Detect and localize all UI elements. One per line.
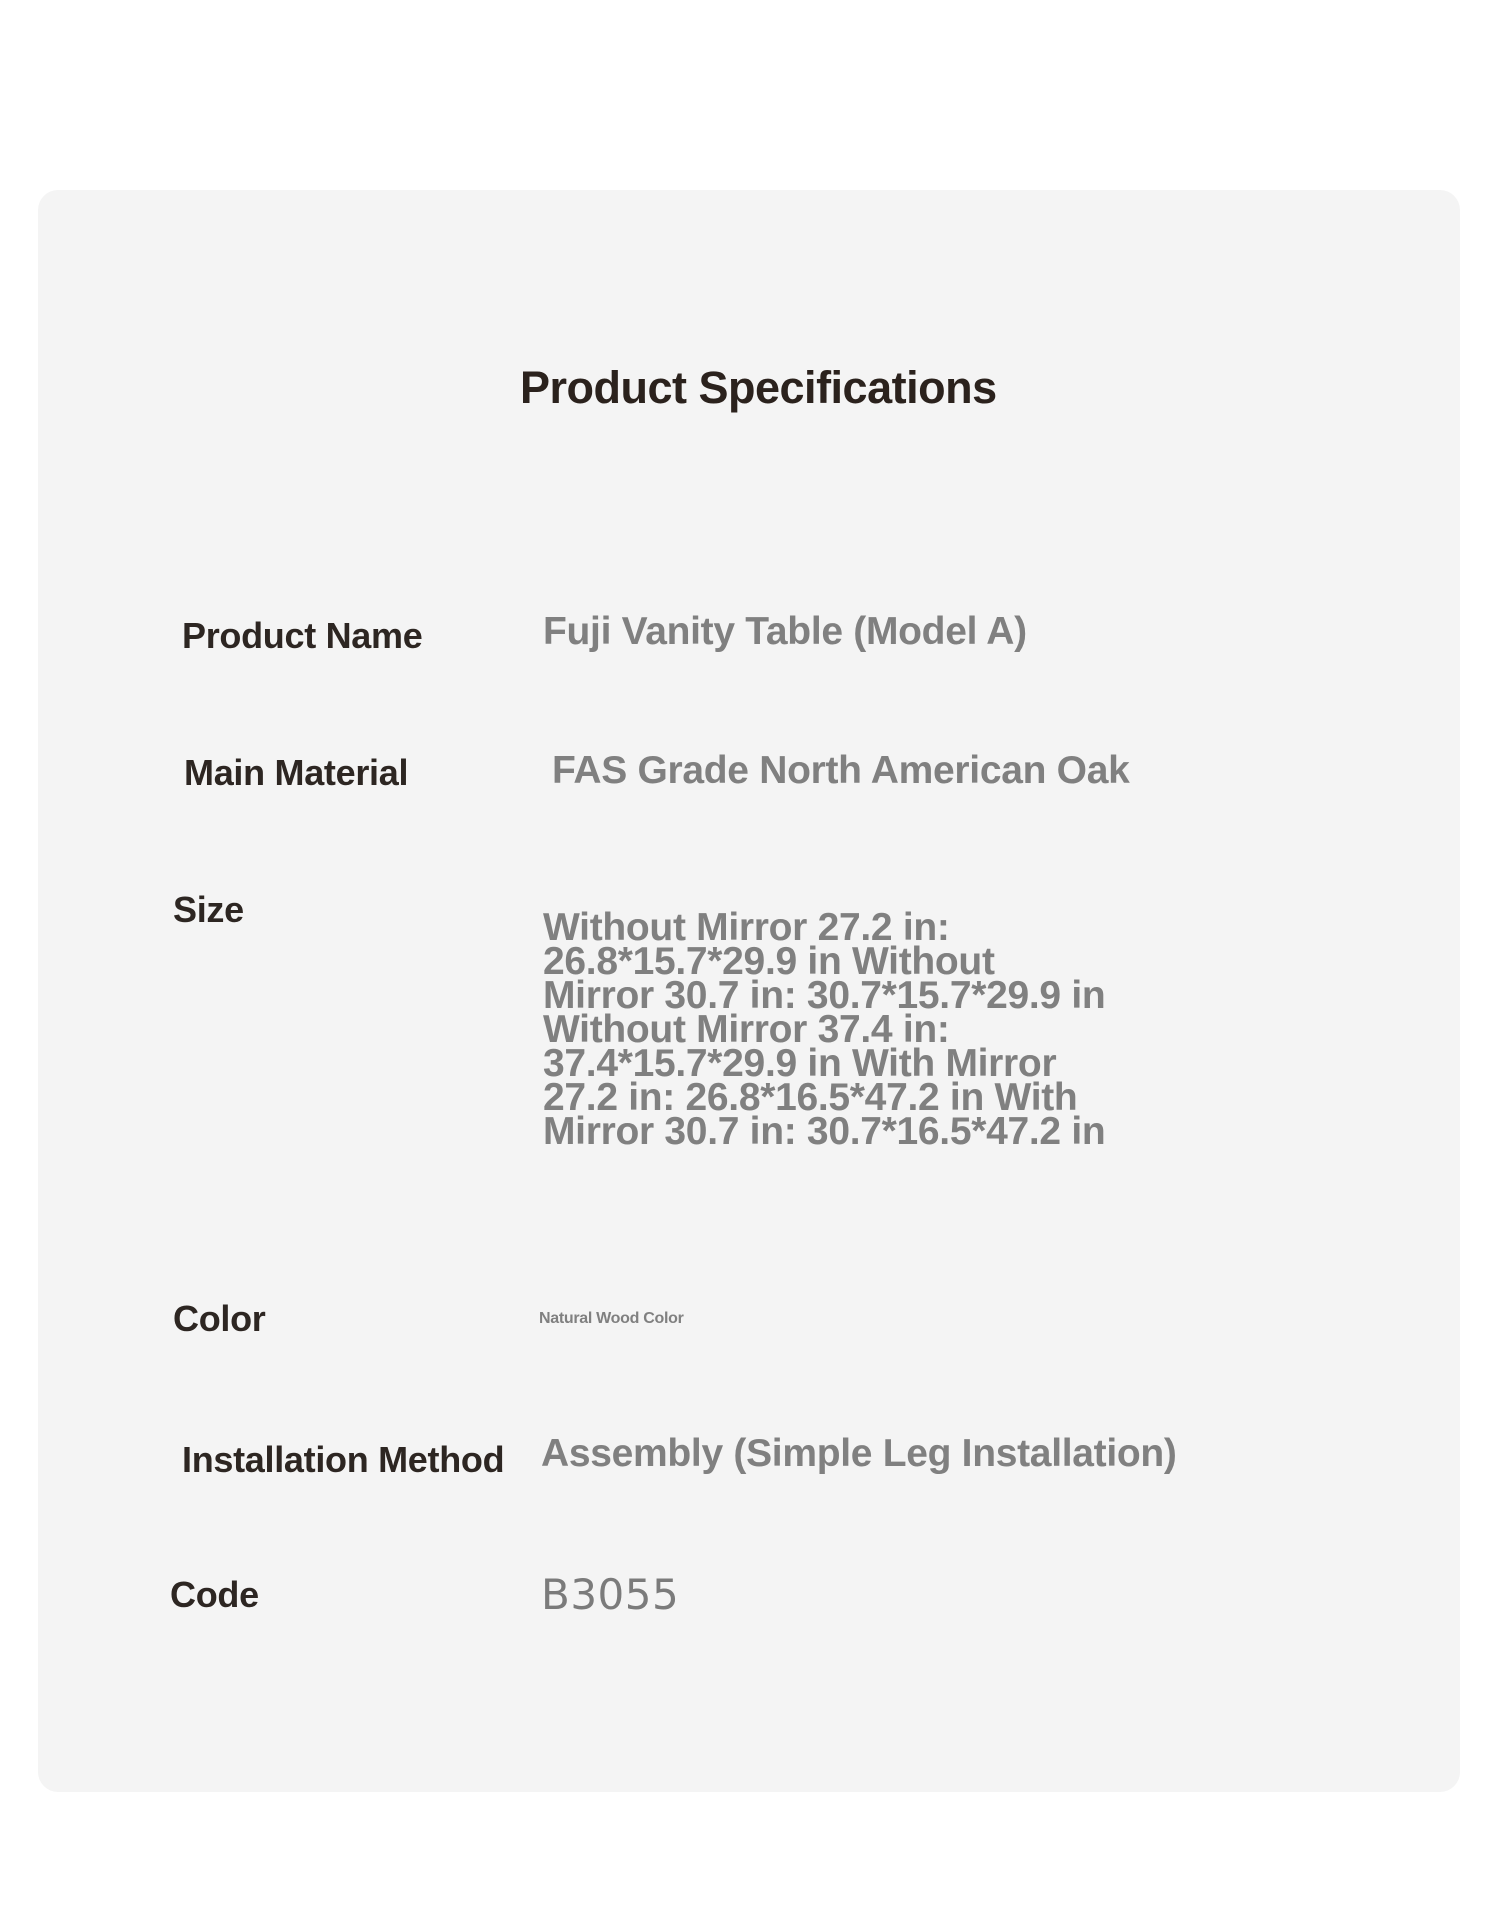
- spec-value-code: B3055: [541, 1570, 680, 1619]
- page-title: Product Specifications: [520, 362, 997, 413]
- spec-label-main-material: Main Material: [184, 752, 409, 793]
- spec-label-color: Color: [173, 1298, 266, 1339]
- spec-value-main-material: FAS Grade North American Oak: [552, 749, 1130, 792]
- spec-label-size: Size: [173, 889, 244, 930]
- spec-label-installation-method: Installation Method: [182, 1439, 505, 1480]
- spec-value-color: Natural Wood Color: [539, 1310, 684, 1327]
- spec-label-code: Code: [170, 1574, 259, 1615]
- spec-value-product-name: Fuji Vanity Table (Model A): [543, 610, 1027, 653]
- spec-value-installation-method: Assembly (Simple Leg Installation): [541, 1432, 1177, 1475]
- spec-value-size: Without Mirror 27.2 in: 26.8*15.7*29.9 in Without Mirror 30.7 in: 30.7*15.7*29.9 in Without Mirror 37.4 in: 37.4*15.7*29.9 in With Mirror 27.2 in: 26.8*16.5*47.2 in With Mirror 30.7 in: 30.7*16.5*47.2 in: [543, 906, 1106, 1153]
- spec-label-product-name: Product Name: [182, 615, 423, 656]
